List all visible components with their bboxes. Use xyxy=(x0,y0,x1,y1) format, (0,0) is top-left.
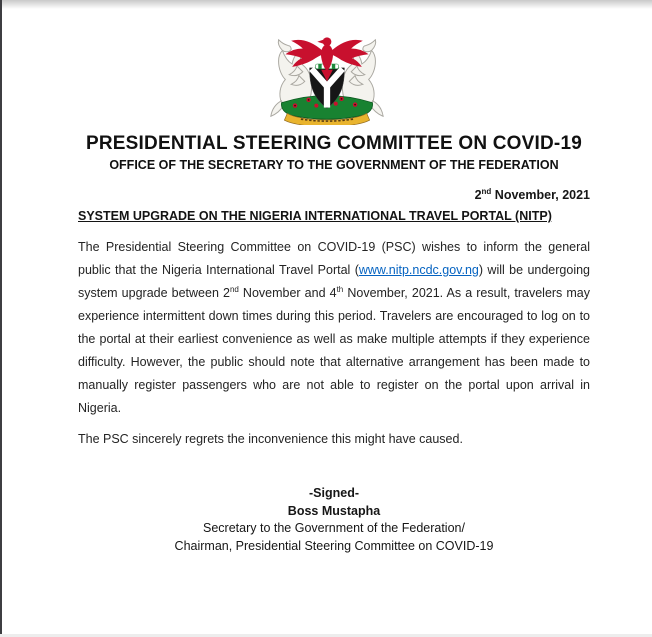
signatory-title-2: Chairman, Presidential Steering Committee on COVID-19 xyxy=(174,538,494,553)
date-ordinal: nd xyxy=(481,186,492,196)
paragraph-segment: November and 4 xyxy=(238,286,337,300)
date-rest: November, 2021 xyxy=(491,188,590,202)
notice-paragraph-2: The PSC sincerely regrets the inconvenience this might have caused. xyxy=(78,432,463,446)
notice-title-text: SYSTEM UPGRADE ON THE NIGERIA INTERNATIONAL TRAVEL PORTAL (NITP) xyxy=(78,209,552,223)
notice-title xyxy=(78,209,590,223)
nitp-portal-link[interactable]: www.nitp.ncdc.gov.ng xyxy=(358,263,479,277)
signatory-title-1: Secretary to the Government of the Federation/ xyxy=(203,521,465,535)
left-window-border xyxy=(0,0,2,637)
date-day: 2 xyxy=(474,188,482,202)
committee-title: PRESIDENTIAL STEERING COMMITTEE ON COVID-19 xyxy=(86,133,582,154)
notice-paragraph-1 xyxy=(78,236,590,420)
signature-block xyxy=(78,485,590,555)
signed-label: -Signed- xyxy=(309,486,359,500)
date-line xyxy=(78,188,590,202)
paragraph-segment: ) will be undergoing system upgrade between 2 xyxy=(78,263,591,300)
ordinal-superscript: th xyxy=(336,284,344,294)
notice-content xyxy=(78,8,590,555)
signatory-name: Boss Mustapha xyxy=(287,503,381,518)
office-subtitle: OFFICE OF THE SECRETARY TO THE GOVERNMENT OF THE FEDERATION xyxy=(109,158,559,172)
nigeria-coat-of-arms-icon xyxy=(254,33,400,125)
ordinal-superscript: nd xyxy=(229,284,239,294)
paragraph-segment: November, 2021. As a result, travelers may experience intermittent down times during this period. Travelers are encouraged to log on to the portal at their earliest convenience as well as make multiple attempts if they experience difficulty. However, the public should note that alternative arrangement has been made to manually register passengers who are not able to register on the portal upon arrival in Nigeria. xyxy=(78,286,591,415)
paragraph-segment: The Presidential Steering Committee on COVID-19 (PSC) wishes to inform the general public that the Nigeria International Travel Portal ( xyxy=(78,240,590,277)
